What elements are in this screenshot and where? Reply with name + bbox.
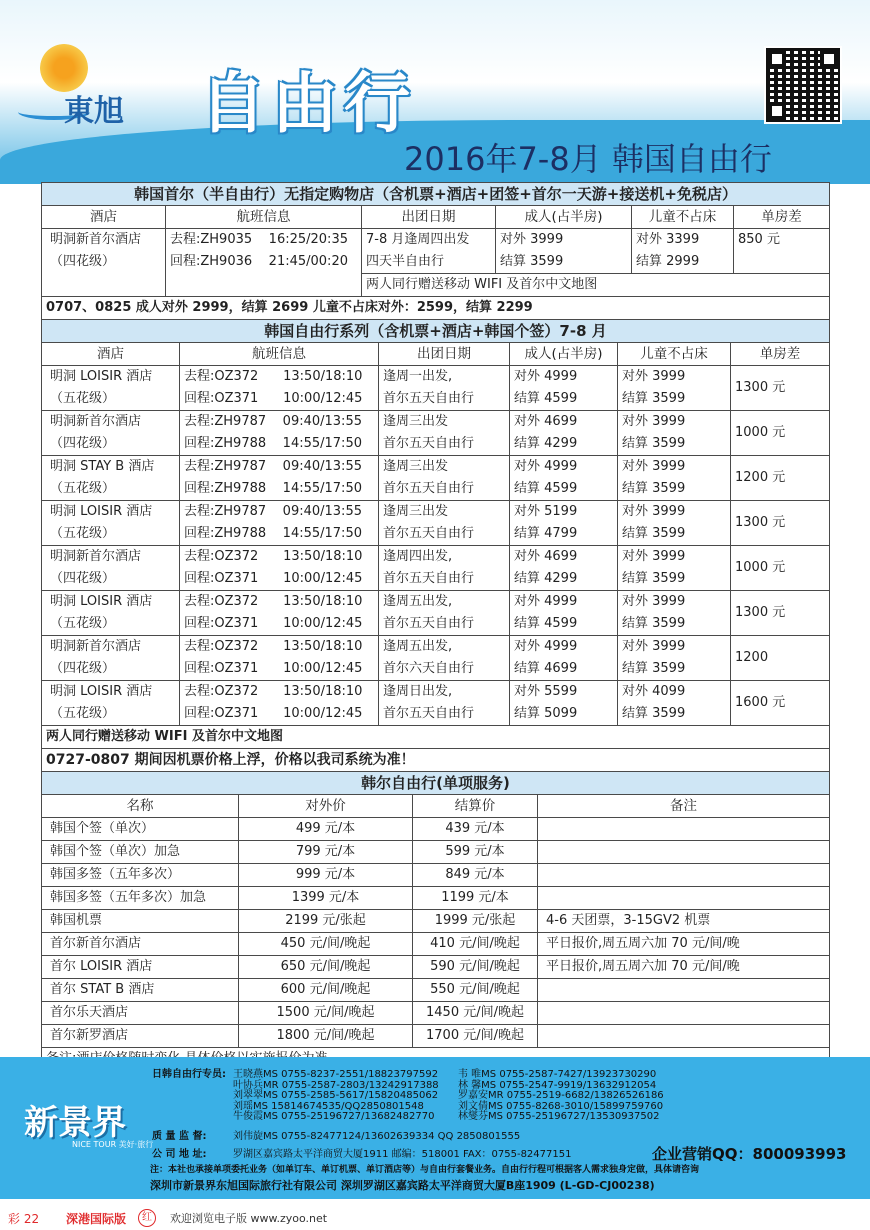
cell-child-line: 结算 3599 [622, 571, 686, 586]
cell-child [618, 501, 731, 546]
table-row [42, 501, 830, 546]
footer [0, 1057, 870, 1199]
cell-remark: 平日报价,周五周六加 70 元/间/晚 [538, 933, 830, 956]
cell-hotel-line: 明洞新首尔酒店 [50, 639, 142, 654]
cell-settle-price: 1450 元/间/晚起 [413, 1002, 538, 1025]
col-single: 单房差 [734, 206, 830, 229]
cell-adult-line: 结算 4299 [514, 571, 578, 586]
cell-flight [180, 591, 379, 636]
cell-single: 1200 元 [731, 456, 830, 501]
table-row [42, 591, 830, 636]
cell-flight [180, 546, 379, 591]
staff-contact: 林 馨MS 0755-2547-9919/13632912054 [458, 1079, 657, 1091]
cell-single: 1300 元 [731, 366, 830, 411]
cell-flight-line: 回程:OZ371 10:00/12:45 [184, 661, 363, 676]
cell-hotel-line: （五花级） [50, 391, 116, 406]
cell-name: 首尔 LOISIR 酒店 [42, 956, 239, 979]
cell-hotel [42, 546, 180, 591]
cell-ext-price: 650 元/间/晚起 [239, 956, 413, 979]
cell-date-line: 逢周三出发 [383, 504, 449, 519]
table-row [42, 681, 830, 726]
cell-adult-line: 对外 4699 [514, 549, 578, 564]
cell-hotel [42, 501, 180, 546]
table-row [42, 864, 830, 887]
adult-ext: 对外 3999 [500, 232, 564, 247]
qr-code-icon [764, 46, 842, 124]
cell-adult-line: 对外 4999 [514, 594, 578, 609]
cell-hotel [42, 456, 180, 501]
section2-title: 韩国自由行系列（含机票+酒店+韩国个签）7-8 月 [42, 320, 830, 343]
single-supplement: 850 元 [734, 229, 830, 274]
section2-gift: 两人同行赠送移动 WIFI 及首尔中文地图 [42, 726, 830, 749]
table-row [42, 887, 830, 910]
bottom-bar [0, 1206, 870, 1230]
cell-remark: 平日报价,周五周六加 70 元/间/晚 [538, 956, 830, 979]
date-line: 7-8 月逢周四出发 [366, 232, 470, 247]
cell-remark [538, 841, 830, 864]
staff-contact: 刘瑶MS 15814674535/QQ2850801548 [233, 1100, 424, 1112]
cell-hotel-line: 明洞 LOISIR 酒店 [50, 684, 153, 699]
cell-single: 1000 元 [731, 546, 830, 591]
cell-date [379, 591, 510, 636]
cell-settle-price: 1999 元/张起 [413, 910, 538, 933]
cell-hotel-line: （五花级） [50, 526, 116, 541]
footer-notice: 注：本社也承接单项委托业务（如单订车、单订机票、单订酒店等）与自由行套餐业务。自由行行程可根据客人需求独身定做，具体请咨询 [150, 1165, 700, 1175]
quality-contact: 刘伟旋MS 0755-82477124/13602639334 QQ 2850801555 [233, 1131, 521, 1142]
cell-adult [510, 501, 618, 546]
cell-child-line: 对外 3999 [622, 549, 686, 564]
section1-gift: 两人同行赠送移动 WIFI 及首尔中文地图 [362, 274, 830, 297]
brand-logo [14, 38, 154, 129]
cell-settle-price: 599 元/本 [413, 841, 538, 864]
cell-adult-line: 结算 4699 [514, 661, 578, 676]
cell-ext-price: 1500 元/间/晚起 [239, 1002, 413, 1025]
cell-name: 首尔乐天酒店 [42, 1002, 239, 1025]
cell-name: 首尔 STAT B 酒店 [42, 979, 239, 1002]
marketing-qq: 企业营销QQ：800093993 [652, 1145, 847, 1163]
cell-date-line: 首尔五天自由行 [383, 481, 475, 496]
cell-hotel-line: 明洞 LOISIR 酒店 [50, 369, 153, 384]
cell-date [379, 501, 510, 546]
staff-contact: 刘翠翠MS 0755-2585-5617/15820485062 [233, 1090, 439, 1101]
cell-child [618, 411, 731, 456]
cell-adult-line: 对外 4999 [514, 369, 578, 384]
cell-adult-line: 对外 4999 [514, 639, 578, 654]
cell-settle-price: 1199 元/本 [413, 887, 538, 910]
section2-note: 0727-0807 期间因机票价格上浮，价格以我司系统为准！ [42, 749, 830, 772]
cell-remark [538, 1025, 830, 1048]
cell-adult [510, 681, 618, 726]
header-banner [0, 0, 870, 183]
cell-name: 韩国个签（单次）加急 [42, 841, 239, 864]
cell-single: 1300 元 [731, 591, 830, 636]
staff-contact: 韦 唯MS 0755-2587-7427/13923730290 [458, 1069, 657, 1080]
cell-date [379, 546, 510, 591]
cell-hotel-line: （五花级） [50, 706, 116, 721]
company-address: 罗湖区嘉宾路太平洋商贸大厦1911 邮编：518001 FAX：0755-82477151 [233, 1149, 572, 1160]
cell-name: 韩国个签（单次） [42, 818, 239, 841]
sun-icon [40, 44, 88, 92]
cell-remark [538, 818, 830, 841]
cell-hotel-line: （四花级） [50, 661, 116, 676]
child-ext: 对外 3399 [636, 232, 700, 247]
section3-header-row [42, 795, 830, 818]
cell-child [618, 591, 731, 636]
cell-date-line: 首尔五天自由行 [383, 706, 475, 721]
qr-eye-icon [820, 50, 838, 68]
cell-flight-line: 去程:OZ372 13:50/18:10 [184, 639, 363, 654]
cell-name: 韩国机票 [42, 910, 239, 933]
table-row [42, 1025, 830, 1048]
col-date: 出团日期 [379, 343, 510, 366]
address-label: 公 司 地 址: [152, 1149, 207, 1160]
cell-adult [510, 591, 618, 636]
section2-table [41, 319, 830, 772]
table-row [42, 933, 830, 956]
col-single: 单房差 [731, 343, 830, 366]
table-row [42, 636, 830, 681]
cell-adult [510, 366, 618, 411]
cell-child-line: 对外 4099 [622, 684, 686, 699]
cell-flight [180, 501, 379, 546]
cell-date-line: 首尔五天自由行 [383, 616, 475, 631]
cell-child-line: 对外 3999 [622, 459, 686, 474]
table-row [42, 1002, 830, 1025]
footer-logo: 新景界 [24, 1103, 126, 1143]
cell-flight-line: 回程:ZH9788 14:55/17:50 [184, 436, 362, 451]
child-settle: 结算 2999 [636, 254, 700, 269]
cell-remark [538, 864, 830, 887]
cell-hotel [42, 411, 180, 456]
cell-flight [180, 456, 379, 501]
cell-ext-price: 499 元/本 [239, 818, 413, 841]
cell-hotel-line: （五花级） [50, 481, 116, 496]
cell-child [618, 456, 731, 501]
section1-header-row [42, 206, 830, 229]
cell-date-line: 首尔五天自由行 [383, 526, 475, 541]
table-row [42, 229, 830, 274]
section2-header-row [42, 343, 830, 366]
cell-hotel-line: （四花级） [50, 436, 116, 451]
cell-name: 韩国多签（五年多次）加急 [42, 887, 239, 910]
cell-name: 首尔新首尔酒店 [42, 933, 239, 956]
staff-label: 日韩自由行专员: [152, 1069, 226, 1080]
cell-child-line: 结算 3599 [622, 436, 686, 451]
site-link[interactable]: 欢迎浏览电子版 www.zyoo.net [170, 1212, 328, 1225]
cell-adult-line: 结算 5099 [514, 706, 578, 721]
cell-date [379, 366, 510, 411]
qr-eye-icon [768, 102, 786, 120]
cell-child-line: 结算 3599 [622, 616, 686, 631]
cell-flight-line: 去程:OZ372 13:50/18:10 [184, 594, 363, 609]
cell-adult [510, 411, 618, 456]
cell-hotel-line: 明洞新首尔酒店 [50, 549, 142, 564]
staff-contact: 林燮芬MS 0755-25196727/13530937502 [458, 1111, 660, 1122]
cell-remark [538, 979, 830, 1002]
cell-hotel-line: 明洞 STAY B 酒店 [50, 459, 155, 474]
section1-table [41, 182, 830, 320]
cell-flight [180, 366, 379, 411]
cell-child [618, 681, 731, 726]
cell-date-line: 逢周四出发, [383, 549, 453, 564]
col-remark: 备注 [538, 795, 830, 818]
cell-ext-price: 600 元/间/晚起 [239, 979, 413, 1002]
cell-date-line: 首尔六天自由行 [383, 661, 475, 676]
cell-single: 1000 元 [731, 411, 830, 456]
quality-label: 质 量 监 督: [152, 1131, 207, 1142]
table-row [42, 456, 830, 501]
cell-child-line: 结算 3599 [622, 481, 686, 496]
cell-ext-price: 999 元/本 [239, 864, 413, 887]
hotel-name: 明洞新首尔酒店 [50, 232, 142, 247]
col-ext-price: 对外价 [239, 795, 413, 818]
cell-ext-price: 450 元/间/晚起 [239, 933, 413, 956]
cell-date-line: 逢周日出发, [383, 684, 453, 699]
col-adult: 成人(占半房) [510, 343, 618, 366]
cell-settle-price: 439 元/本 [413, 818, 538, 841]
cell-settle-price: 410 元/间/晚起 [413, 933, 538, 956]
cell-adult [510, 456, 618, 501]
cell-flight [180, 411, 379, 456]
cell-settle-price: 1700 元/间/晚起 [413, 1025, 538, 1048]
cell-child-line: 结算 3599 [622, 526, 686, 541]
cell-flight-line: 回程:ZH9788 14:55/17:50 [184, 526, 362, 541]
table-row [42, 818, 830, 841]
cell-flight-line: 回程:OZ371 10:00/12:45 [184, 706, 363, 721]
cell-date [379, 681, 510, 726]
cell-ext-price: 799 元/本 [239, 841, 413, 864]
section2-rows [42, 366, 830, 726]
cell-name: 首尔新罗酒店 [42, 1025, 239, 1048]
cell-single: 1600 元 [731, 681, 830, 726]
cell-date-line: 逢周一出发, [383, 369, 453, 384]
cell-child-line: 结算 3599 [622, 706, 686, 721]
page-subtitle: 2016年7-8月 韩国自由行 [404, 140, 772, 178]
staff-contact: 叶协兵MR 0755-2587-2803/13242917388 [233, 1079, 439, 1091]
company-line: 深圳市新景界东旭国际旅行社有限公司 深圳罗湖区嘉宾路太平洋商贸大厦B座1909 (L-GD-CJ00238) [150, 1179, 655, 1192]
cell-flight-line: 回程:OZ371 10:00/12:45 [184, 391, 363, 406]
section3-rows [42, 818, 830, 1048]
cell-hotel [42, 681, 180, 726]
cell-date-line: 逢周三出发 [383, 459, 449, 474]
cell-child [618, 636, 731, 681]
page-title: 自由行 [200, 64, 416, 142]
cell-settle-price: 550 元/间/晚起 [413, 979, 538, 1002]
cell-date-line: 逢周五出发, [383, 594, 453, 609]
cell-flight-line: 去程:OZ372 13:50/18:10 [184, 549, 363, 564]
cell-hotel [42, 636, 180, 681]
cell-flight-line: 回程:OZ371 10:00/12:45 [184, 571, 363, 586]
cell-child-line: 对外 3999 [622, 504, 686, 519]
cell-date-line: 逢周五出发, [383, 639, 453, 654]
cell-child-line: 对外 3999 [622, 414, 686, 429]
page-number: 彩 22 [8, 1212, 40, 1226]
cell-remark [538, 1002, 830, 1025]
cell-child-line: 对外 3999 [622, 369, 686, 384]
cell-remark: 4-6 天团票，3-15GV2 机票 [538, 910, 830, 933]
edition-name: 深港国际版 [66, 1212, 127, 1226]
flight-out: 去程:ZH9035 16:25/20:35 [170, 232, 348, 247]
table-row [42, 366, 830, 411]
cell-flight-line: 去程:ZH9787 09:40/13:55 [184, 459, 362, 474]
brand-name: 東旭 [64, 94, 124, 129]
section3-table [41, 771, 830, 1071]
cell-adult-line: 对外 5599 [514, 684, 578, 699]
staff-contact: 罗嘉安MR 0755-2519-6682/13826526186 [458, 1090, 664, 1101]
col-child: 儿童不占床 [618, 343, 731, 366]
section1-title: 韩国首尔（半自由行）无指定购物店（含机票+酒店+团签+首尔一天游+接送机+免税店） [42, 183, 830, 206]
cell-hotel-line: 明洞 LOISIR 酒店 [50, 594, 153, 609]
section1-note: 0707、0825 成人对外 2999，结算 2699 儿童不占床对外：2599，结算 2299 [42, 297, 830, 320]
cell-hotel-line: （五花级） [50, 616, 116, 631]
cell-child [618, 546, 731, 591]
table-row [42, 411, 830, 456]
col-flight: 航班信息 [180, 343, 379, 366]
col-name: 名称 [42, 795, 239, 818]
col-adult: 成人(占半房) [496, 206, 632, 229]
cell-date [379, 411, 510, 456]
flight-back: 回程:ZH9036 21:45/00:20 [170, 254, 348, 269]
cell-settle-price: 849 元/本 [413, 864, 538, 887]
cell-hotel-line: 明洞 LOISIR 酒店 [50, 504, 153, 519]
cell-adult-line: 结算 4599 [514, 481, 578, 496]
table-row [42, 910, 830, 933]
cell-child-line: 对外 3999 [622, 639, 686, 654]
cell-name: 韩国多签（五年多次） [42, 864, 239, 887]
cell-child-line: 对外 3999 [622, 594, 686, 609]
col-hotel: 酒店 [42, 206, 166, 229]
cell-flight-line: 去程:OZ372 13:50/18:10 [184, 369, 363, 384]
cell-adult-line: 结算 4599 [514, 391, 578, 406]
col-date: 出团日期 [362, 206, 496, 229]
cell-flight-line: 去程:ZH9787 09:40/13:55 [184, 414, 362, 429]
qr-eye-icon [768, 50, 786, 68]
table-row [42, 956, 830, 979]
cell-adult-line: 结算 4299 [514, 436, 578, 451]
cell-hotel [42, 591, 180, 636]
cell-date-line: 逢周三出发 [383, 414, 449, 429]
cell-flight-line: 回程:OZ371 10:00/12:45 [184, 616, 363, 631]
cell-single: 1300 元 [731, 501, 830, 546]
cell-date [379, 456, 510, 501]
staff-contact: 王晓燕MS 0755-8237-2551/18823797592 [233, 1069, 439, 1080]
cell-flight-line: 去程:ZH9787 09:40/13:55 [184, 504, 362, 519]
cell-adult [510, 636, 618, 681]
cell-flight [180, 681, 379, 726]
col-child: 儿童不占床 [632, 206, 734, 229]
cell-ext-price: 1800 元/间/晚起 [239, 1025, 413, 1048]
table-row [42, 979, 830, 1002]
col-flight: 航班信息 [166, 206, 362, 229]
cell-ext-price: 2199 元/张起 [239, 910, 413, 933]
table-row [42, 841, 830, 864]
cell-child-line: 结算 3599 [622, 661, 686, 676]
cell-adult-line: 结算 4799 [514, 526, 578, 541]
col-hotel: 酒店 [42, 343, 180, 366]
cell-date [379, 636, 510, 681]
cell-settle-price: 590 元/间/晚起 [413, 956, 538, 979]
cell-adult-line: 对外 5199 [514, 504, 578, 519]
cell-date-line: 首尔五天自由行 [383, 436, 475, 451]
cell-adult [510, 546, 618, 591]
cell-hotel [42, 366, 180, 411]
col-settle-price: 结算价 [413, 795, 538, 818]
table-row [42, 546, 830, 591]
staff-contact: 刘文倩MS 0755-8268-3010/15899759760 [458, 1100, 664, 1112]
cell-flight [180, 636, 379, 681]
cell-child-line: 结算 3599 [622, 391, 686, 406]
edition-badge-icon: 红 [138, 1209, 156, 1227]
cell-date-line: 首尔五天自由行 [383, 571, 475, 586]
footer-logo-sub: NICE TOUR 美好·旅行 [72, 1140, 154, 1149]
adult-settle: 结算 3599 [500, 254, 564, 269]
cell-hotel-line: （四花级） [50, 571, 116, 586]
cell-flight-line: 回程:ZH9788 14:55/17:50 [184, 481, 362, 496]
cell-flight-line: 去程:OZ372 13:50/18:10 [184, 684, 363, 699]
hotel-grade: （四花级） [50, 254, 116, 269]
price-tables [41, 182, 829, 1060]
cell-single: 1200 [731, 636, 830, 681]
cell-child [618, 366, 731, 411]
cell-adult-line: 对外 4699 [514, 414, 578, 429]
date-line: 四天半自由行 [366, 254, 445, 269]
section3-title: 韩尔自由行(单项服务) [42, 772, 830, 795]
staff-contact: 牛俊霞MS 0755-25196727/13682482770 [233, 1111, 435, 1122]
cell-adult-line: 结算 4599 [514, 616, 578, 631]
cell-date-line: 首尔五天自由行 [383, 391, 475, 406]
cell-ext-price: 1399 元/本 [239, 887, 413, 910]
cell-hotel-line: 明洞新首尔酒店 [50, 414, 142, 429]
cell-remark [538, 887, 830, 910]
cell-adult-line: 对外 4999 [514, 459, 578, 474]
